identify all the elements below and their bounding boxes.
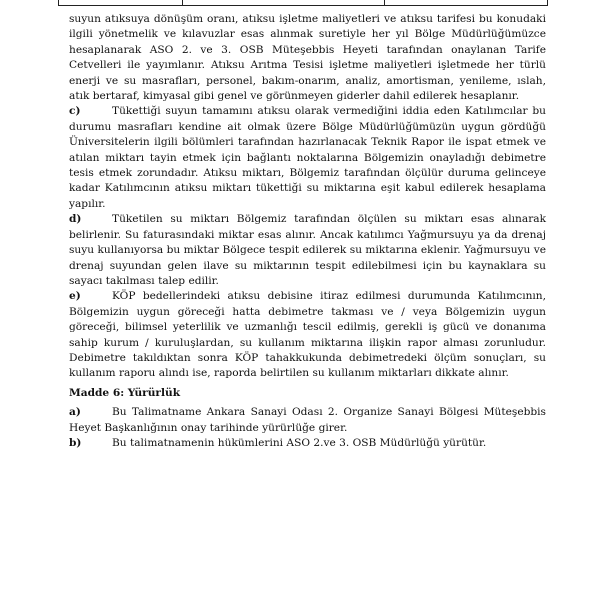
clause-letter: e) (69, 290, 81, 303)
clause-d (69, 212, 546, 289)
clause-text: Bu Talimatname Ankara Sanayi Odası 2. Organize Sanayi Bölgesi Müteşebbis Heyet Başkanlığının onay tarihinde yürürlüğe girer. (69, 406, 546, 434)
clause-text: Tüketilen su miktarı Bölgemiz tarafından ölçülen su miktarı esas alınarak belirlenir. Su faturasındaki miktar esas alınır. Ancak katılımcı Yağmursuyu ya da drenaj suyu kullanıyorsa bu miktar Bölgece tespit edilerek su miktarına eklenir. Yağmursuyu ve drenaj suyundan gelen ilave su miktarının tespit edilebilmesi için bu kaynaklara su sayacı takılması talep edilir. (69, 213, 546, 287)
clause-text: Bu talimatnamenin hükümlerini ASO 2.ve 3. OSB Müdürlüğü yürütür. (112, 436, 487, 449)
header-table-divider (384, 0, 385, 6)
article-clause-a (69, 405, 546, 436)
clause-text: KÖP bedellerindeki atıksu debisine itiraz edilmesi durumunda Katılımcının, Bölgemizin uygun göreceği hatta debimetre takması ve / veya Bölgemizin uygun göreceği, bilimsel yeterlilik ve uzmanlığı tescil edilmiş, gerekli iş gücü ve donanıma sahip kurum / kuruluşlardan, su kullanım miktarına ilişkin rapor alması zorunludur. Debimetre takıldıktan sonra KÖP tahakkukunda debimetredeki ölçüm sonuçları, su kullanım raporu alındı ise, raporda belirtilen su kullanım miktarları dikkate alınır. (69, 290, 546, 380)
clause-c (69, 104, 546, 212)
clause-letter: a) (69, 406, 81, 419)
clause-letter: c) (69, 105, 81, 118)
header-table-border (58, 0, 548, 6)
intro-paragraph: suyun atıksuya dönüşüm oranı, atıksu işletme maliyetleri ve atıksu tarifesi bu konudaki ilgili yönetmelik ve kılavuzlar esas alınmak suretiyle her yıl Bölge Müdürlüğümüzce hesaplanarak ASO 2. ve 3. OSB Müteşebbis Heyeti tarafından onaylanan Tarife Cetvelleri ile yayımlanır. Atıksu Arıtma Tesisi işletme maliyetleri işletmede her türlü enerji ve su masrafları, personel, bakım-onarım, analiz, amortisman, yenileme, ıslah, atık bertaraf, kimyasal gibi genel ve görünmeyen giderler dahil edilerek hesaplanır. (69, 13, 546, 103)
document-body (69, 12, 546, 451)
article-clause-b (69, 436, 546, 451)
clause-e (69, 289, 546, 381)
header-table-divider (182, 0, 183, 6)
article-heading: Madde 6: Yürürlük (69, 386, 181, 399)
clause-text: Tükettiği suyun tamamını atıksu olarak vermediğini iddia eden Katılımcılar bu durumu masrafları kendine ait olmak üzere Bölge Müdürlüğümüzün uygun gördüğü Üniversitelerin ilgili bölümleri tarafından hazırlanacak Teknik Rapor ile ispat etmek ve atılan miktarı tayin etmek için bağlantı noktalarına Bölgemizin onayladığı debimetre tesis etmek zorundadır. Atıksu miktarı, Bölgemiz tarafından ölçülür duruma gelinceye kadar Katılımcının atıksu miktarı tükettiği su miktarına eşit kabul edilerek hesaplama yapılır. (69, 105, 546, 210)
clause-letter: b) (69, 436, 82, 449)
clause-letter: d) (69, 213, 82, 226)
